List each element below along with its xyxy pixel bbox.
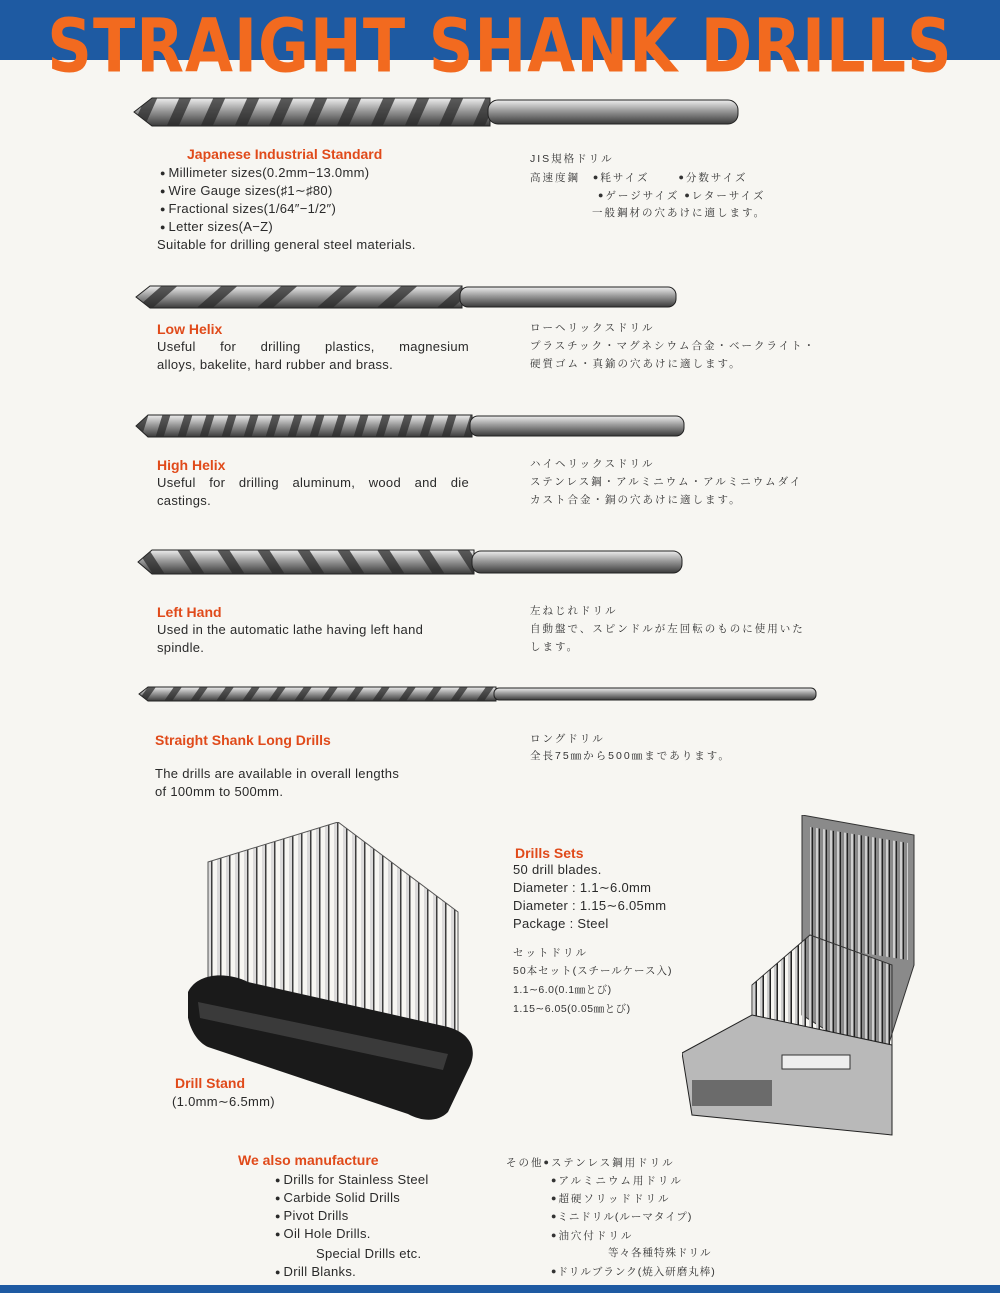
also-special: Special Drills etc. <box>316 1246 422 1261</box>
jp-line-high-helix-2: カスト合金・銅の穴あけに適します。 <box>530 494 742 506</box>
section-heading-low-helix: Low Helix <box>157 321 223 337</box>
jp-title-low-helix: ローヘリックスドリル <box>530 322 655 334</box>
also-heading: We also manufacture <box>238 1152 379 1168</box>
jp-title-jis: JIS規格ドリル <box>530 153 614 165</box>
drill-illustration-jis <box>130 92 742 132</box>
list-item: ● Millimeter sizes(0.2mm−13.0mm) <box>160 164 369 182</box>
jp-line-jis: 高速度鋼 ●粍サイズ ●分数サイズ <box>530 172 748 184</box>
jp-drill-sets: セットドリル <box>513 947 588 959</box>
also-list-2 <box>275 1263 356 1281</box>
section-heading-long: Straight Shank Long Drills <box>155 732 331 748</box>
section-heading-jis: Japanese Industrial Standard <box>187 146 383 162</box>
jp-line-high-helix-1: ステンレス鋼・アルミニウム・アルミニウムダイ <box>530 476 803 488</box>
list-item: ● Fractional sizes(1/64″−1/2″) <box>160 200 369 218</box>
drill-set-case-photo <box>682 815 918 1143</box>
jp-also-line: 等々各種特殊ドリル <box>608 1247 712 1259</box>
jp-also-line: ●油穴付ドリル <box>551 1230 634 1242</box>
section-body-long-1: The drills are available in overall lengths <box>155 766 400 781</box>
drill-sets-line: Diameter : 1.1∼6.0mm <box>513 880 652 895</box>
jp-line-left-hand-1: 自動盤で、スピンドルが左回転のものに使用いた <box>530 623 805 635</box>
drill-illustration-left-hand <box>134 545 686 579</box>
drill-sets-line: 50 drill blades. <box>513 862 602 877</box>
bottom-band <box>0 1285 1000 1293</box>
jp-drill-sets: 50本セット(スチールケース入) <box>513 965 673 977</box>
section-body-left-hand-1: Used in the automatic lathe having left hand <box>157 622 424 637</box>
section-body-low-helix-1: Useful for drilling plastics, magnesium <box>157 339 469 354</box>
jp-drill-sets: 1.1∼6.0(0.1㎜とび) <box>513 984 612 996</box>
section-body-jis: Suitable for drilling general steel materials. <box>157 237 416 252</box>
jp-title-long: ロングドリル <box>530 733 605 745</box>
section-body-high-helix-2: castings. <box>157 493 212 508</box>
jp-line-low-helix-2: 硬質ゴム・真鍮の穴あけに適します。 <box>530 358 742 370</box>
jp-line-long: 全長75㎜から500㎜まであります。 <box>530 750 731 762</box>
list-item: ● Pivot Drills <box>275 1207 429 1225</box>
jp-drill-sets: 1.15∼6.05(0.05㎜とび) <box>513 1003 631 1015</box>
jp-title-high-helix: ハイヘリックスドリル <box>530 458 655 470</box>
jp-also-line: ●アルミニウム用ドリル <box>551 1175 683 1187</box>
drill-sets-line: Diameter : 1.15∼6.05mm <box>513 898 667 913</box>
list-item: ● Letter sizes(A−Z) <box>160 218 369 236</box>
list-item: ● Drill Blanks. <box>275 1263 356 1281</box>
jp-note-jis: 一般鋼材の穴あけに適します。 <box>592 207 767 219</box>
list-item: ● Carbide Solid Drills <box>275 1189 429 1207</box>
also-list <box>275 1171 429 1243</box>
page-title: STRAIGHT SHANK DRILLS <box>47 2 953 90</box>
list-item: ● Wire Gauge sizes(♯1∼♯80) <box>160 182 369 200</box>
drill-illustration-high-helix <box>132 410 688 442</box>
section-body-long-2: of 100mm to 500mm. <box>155 784 284 799</box>
list-item: ● Drills for Stainless Steel <box>275 1171 429 1189</box>
jp-also-line: その他●ステンレス鋼用ドリル <box>506 1157 675 1169</box>
drill-illustration-long <box>136 684 820 704</box>
drill-sets-heading: Drills Sets <box>515 845 584 861</box>
list-item: ● Oil Hole Drills. <box>275 1225 429 1243</box>
section-body-low-helix-2: alloys, bakelite, hard rubber and brass. <box>157 357 394 372</box>
section-body-high-helix-1: Useful for drilling aluminum, wood and die <box>157 475 469 490</box>
section-heading-high-helix: High Helix <box>157 457 226 473</box>
drill-illustration-low-helix <box>132 282 680 312</box>
drill-stand-size: (1.0mm∼6.5mm) <box>172 1094 275 1109</box>
jp-title-left-hand: 左ねじれドリル <box>530 605 618 617</box>
section-body-left-hand-2: spindle. <box>157 640 205 655</box>
jp-line-jis-2: ●ゲージサイズ ●レターサイズ <box>598 190 766 202</box>
section-heading-left-hand: Left Hand <box>157 604 222 620</box>
jis-bullet-list <box>160 164 369 236</box>
jp-also-line: ●ミニドリル(ルーマタイプ) <box>551 1211 693 1223</box>
drill-sets-line: Package : Steel <box>513 916 609 931</box>
jp-line-low-helix-1: プラスチック・マグネシウム合金・ベークライト・ <box>530 340 817 352</box>
jp-also-line: ●ドリルブランク(焼入研磨丸棒) <box>551 1266 716 1278</box>
jp-line-left-hand-2: します。 <box>530 641 580 653</box>
jp-also-line: ●超硬ソリッドドリル <box>551 1193 671 1205</box>
drill-stand-heading: Drill Stand <box>175 1075 246 1091</box>
